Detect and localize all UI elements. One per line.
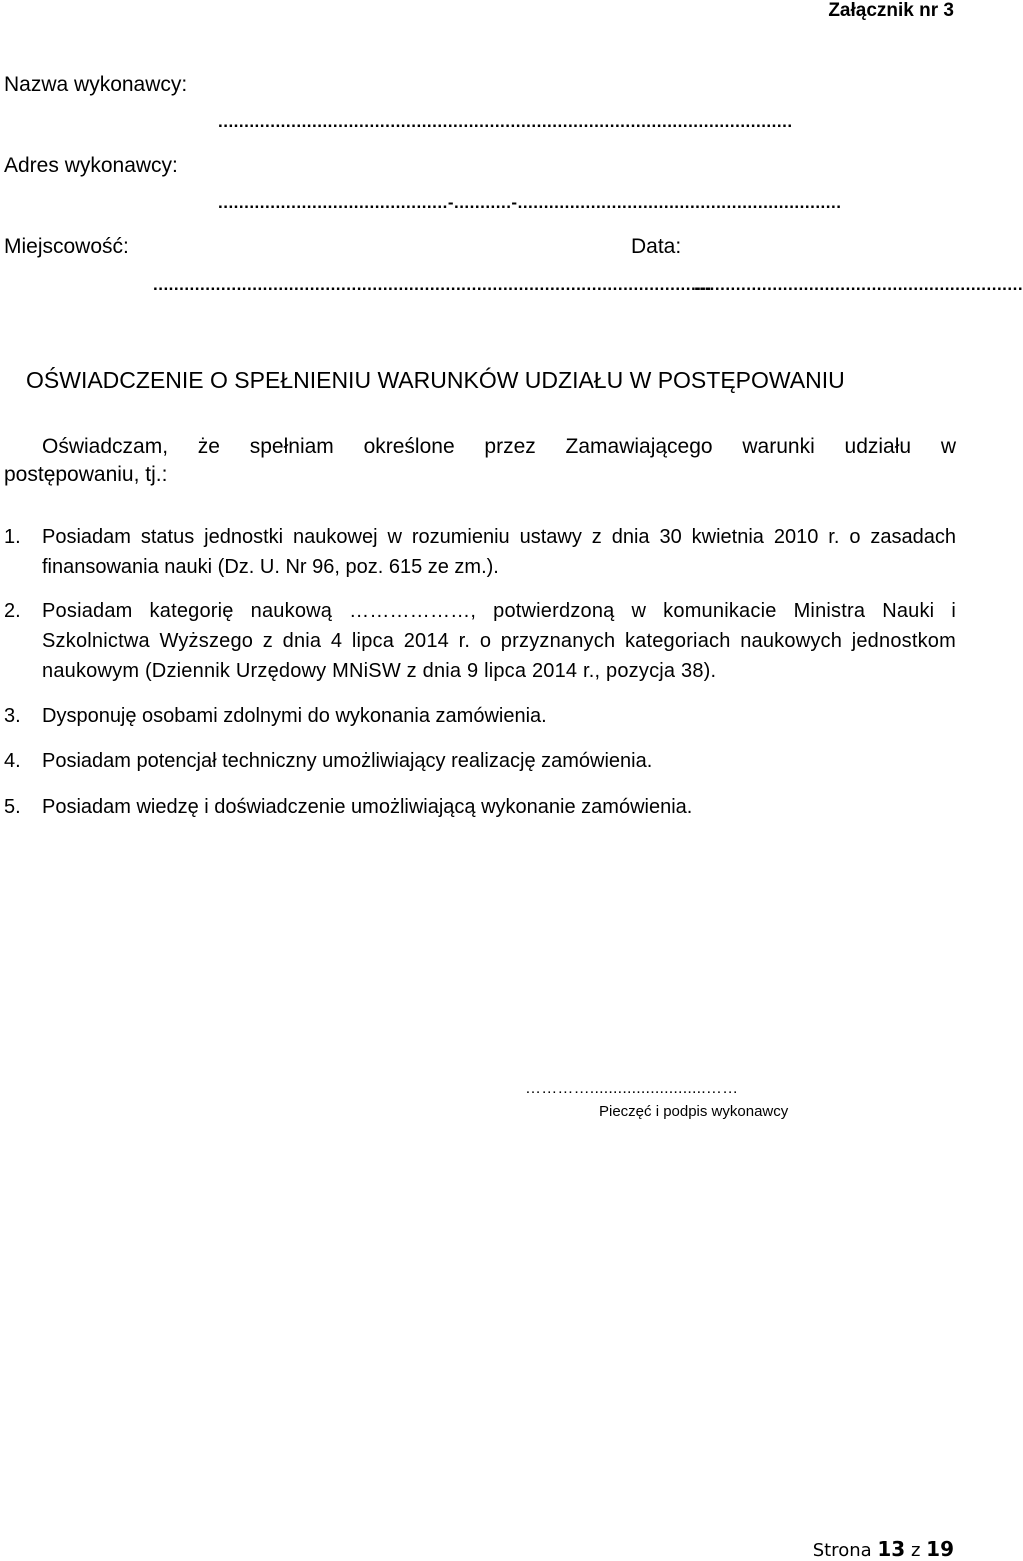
contractor-address-field[interactable]: ............................................-...........-.............................................................. xyxy=(218,193,842,212)
item-number: 5. xyxy=(4,796,21,818)
contractor-name-field[interactable]: .............................................................................................................. xyxy=(218,112,793,131)
intro-statement xyxy=(4,433,956,489)
list-item xyxy=(4,792,956,822)
signature-label: Pieczęć i podpis wykonawcy xyxy=(599,1103,789,1120)
list-item xyxy=(4,522,956,582)
place-label: Miejscowość: xyxy=(4,235,129,258)
place-field[interactable]: ........................................................................................................... xyxy=(153,275,712,294)
item-text: Posiadam kategorię naukową ………………, potwierdzoną w komunikacie Ministra Nauki i Szkolnictwa Wyższego z dnia 4 lipca 2014 r. o przyznanych kategoriach naukowych jednostkom naukowym (Dziennik Urzędowy MNiSW z dnia 9 lipca 2014 r., pozycja 38). xyxy=(42,600,956,682)
intro-line-2: postępowaniu, tj.: xyxy=(4,463,168,486)
contractor-name-label: Nazwa wykonawcy: xyxy=(4,73,188,96)
item-number: 1. xyxy=(4,526,21,548)
item-text: Posiadam potencjał techniczny umożliwiający realizację zamówienia. xyxy=(42,750,653,772)
current-page: 13 xyxy=(877,1537,906,1561)
list-item xyxy=(4,701,956,731)
page-prefix: Strona xyxy=(812,1540,872,1561)
contractor-address-label: Adres wykonawcy: xyxy=(4,154,178,177)
item-text: Dysponuję osobami zdolnymi do wykonania zamówienia. xyxy=(42,705,547,727)
item-number: 2. xyxy=(4,600,21,622)
item-text: Posiadam wiedzę i doświadczenie umożliwiającą wykonanie zamówienia. xyxy=(42,796,693,818)
page-number xyxy=(813,1537,954,1561)
date-field[interactable]: ............................................................... xyxy=(694,275,1023,294)
item-text: Posiadam status jednostki naukowej w rozumieniu ustawy z dnia 30 kwietnia 2010 r. o zasadach finansowania nauki (Dz. U. Nr 96, poz. 615 ze zm.). xyxy=(42,526,956,578)
list-item xyxy=(4,746,956,776)
signature-line[interactable]: ………….........................…… xyxy=(525,1080,739,1097)
attachment-number: Załącznik nr 3 xyxy=(828,0,954,21)
page-of: z xyxy=(910,1540,921,1561)
total-pages: 19 xyxy=(926,1537,954,1561)
item-number: 3. xyxy=(4,705,21,727)
date-label: Data: xyxy=(631,235,682,258)
list-item xyxy=(4,596,956,686)
item-number: 4. xyxy=(4,750,21,772)
intro-line-1: Oświadczam, że spełniam określone przez Zamawiającego warunki udziału w xyxy=(42,435,956,458)
document-title: OŚWIADCZENIE O SPEŁNIENIU WARUNKÓW UDZIAŁU W POSTĘPOWANIU xyxy=(26,367,845,393)
